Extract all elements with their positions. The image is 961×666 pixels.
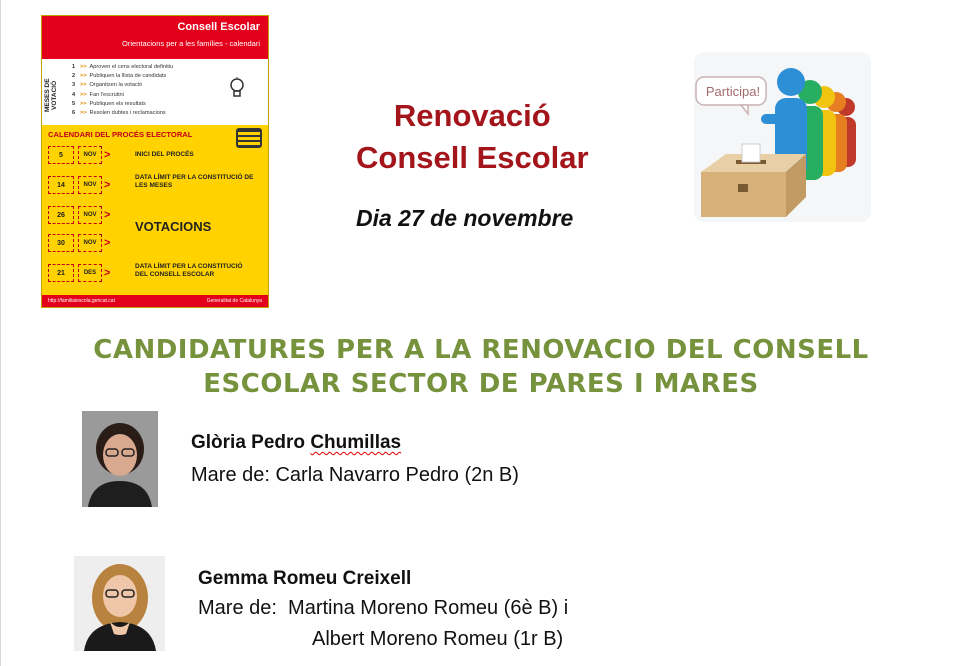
section-title-line-2: ESCOLAR SECTOR DE PARES I MARES [203, 369, 759, 399]
date-month: DES [78, 264, 102, 282]
arrow-icon: >> [80, 100, 87, 107]
arrow-icon: >> [80, 82, 87, 89]
step-number: 1 [72, 64, 76, 70]
section-title-line-1: CANDIDATURES PER A LA RENOVACIO DEL CONSELL [93, 335, 869, 365]
calendar-icon [236, 128, 262, 148]
chevron-right-icon: > [104, 267, 111, 279]
step-number: 5 [72, 100, 76, 107]
candidate-photo [82, 411, 158, 507]
chevron-right-icon: > [104, 179, 111, 191]
candidate-parent-line: Albert Moreno Romeu (1r B) [312, 628, 564, 650]
date-day: 26 [48, 206, 74, 224]
date-row [48, 234, 110, 252]
candidate-parent-line: Mare de: Martina Moreno Romeu (6è B) i [198, 597, 569, 619]
page-title [356, 95, 589, 179]
step-text: Publiquen la llista de candidats [89, 73, 167, 80]
votacions-label: VOTACIONS [135, 219, 212, 234]
step-item [72, 109, 173, 118]
section-title [41, 333, 921, 401]
date-month: NOV [78, 176, 102, 194]
calendar-poster [41, 15, 269, 308]
event-label: DATA LÍMIT PER LA CONSTITUCIÓ DE LES MESES [135, 174, 254, 189]
poster-subtitle: Orientacions per a les famílies - calendari [122, 39, 260, 48]
arrow-icon: >> [80, 73, 87, 80]
poster-footer [42, 295, 268, 307]
candidate-first-name: Glòria Pedro [191, 432, 306, 453]
date-row [48, 176, 110, 194]
date-row [48, 206, 110, 224]
date-month: NOV [78, 146, 102, 164]
step-text: Publiquen els resultats [89, 100, 146, 107]
date-month: NOV [78, 206, 102, 224]
candidate-parent-line: Mare de: Carla Navarro Pedro (2n B) [191, 464, 519, 486]
date-day: 5 [48, 146, 74, 164]
date-row [48, 146, 110, 164]
candidate-surname: Creixell [342, 568, 412, 589]
step-text: Aproven el cens electoral definitiu [89, 64, 174, 70]
date-month: NOV [78, 234, 102, 252]
lightbulb-icon [228, 77, 246, 99]
title-line-2: Consell Escolar [356, 140, 589, 175]
step-text: Fan l'escrutini [89, 91, 124, 98]
poster-title: Consell Escolar [177, 21, 260, 33]
poster-header [42, 16, 268, 59]
date-row [48, 264, 110, 282]
step-number: 3 [72, 82, 76, 89]
arrow-icon: >> [80, 109, 87, 116]
date-day: 21 [48, 264, 74, 282]
date-day: 30 [48, 234, 74, 252]
event-label: DATA LÍMIT PER LA CONSTITUCIÓ DEL CONSELL ESCOLAR [135, 263, 243, 278]
step-text: Resolen dubtes i reclamacions [89, 109, 166, 116]
steps-list [72, 63, 173, 118]
step-item [72, 63, 173, 72]
date-day: 14 [48, 176, 74, 194]
calendar-title: CALENDARI DEL PROCÉS ELECTORAL [48, 130, 193, 139]
candidate-photo [74, 556, 165, 651]
step-item [72, 91, 173, 100]
generalitat-logo: Generalitat de Catalunya [206, 298, 262, 304]
step-number: 4 [72, 91, 76, 98]
voting-illustration [686, 52, 871, 222]
meses-label: MESES DE VOTACIÓ [44, 78, 58, 112]
participa-label: Participa! [705, 84, 761, 99]
candidate-first-name: Gemma Romeu [198, 568, 338, 589]
candidate-name [198, 568, 411, 590]
candidate-name [191, 432, 401, 454]
step-item [72, 72, 173, 81]
title-line-1: Renovació [393, 98, 551, 133]
step-item [72, 100, 173, 109]
poster-footer-url: http://familiaiescola.gencat.cat [48, 298, 115, 304]
arrow-icon: >> [80, 91, 87, 98]
step-text: Organitzen la votació [89, 82, 143, 89]
poster-steps-panel [42, 59, 268, 125]
step-item [72, 81, 173, 90]
election-date: Dia 27 de novembre [356, 205, 574, 231]
event-label: INICI DEL PROCÉS [135, 151, 194, 158]
chevron-right-icon: > [104, 209, 111, 221]
chevron-right-icon: > [104, 237, 111, 249]
chevron-right-icon: > [104, 149, 111, 161]
step-number: 2 [72, 73, 76, 80]
candidate-surname: Chumillas [310, 432, 402, 453]
step-number: 6 [72, 109, 76, 116]
arrow-icon: >> [80, 64, 87, 70]
